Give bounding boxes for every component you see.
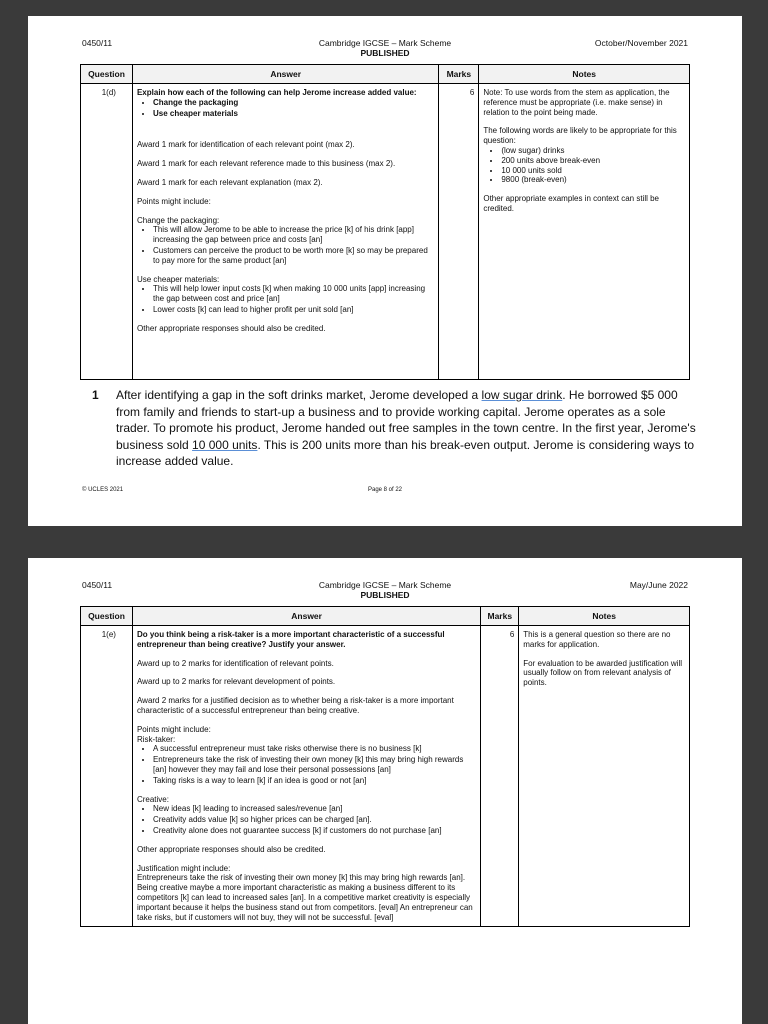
list-item: • Use cheaper materials — [153, 109, 434, 119]
list-item: • A successful entrepreneur must take risks otherwise there is no business [k] — [153, 744, 476, 754]
award-line: Award 1 mark for identification of each relevant point (max 2). — [136, 140, 355, 150]
award-line: Award up to 2 marks for identification of relevant points. — [136, 658, 334, 668]
table-row — [81, 84, 690, 380]
award-line: Award up to 2 marks for relevant development of points. — [136, 677, 336, 687]
page-header — [82, 580, 688, 604]
column-header-question: Question — [81, 65, 133, 84]
points-intro: Points might include: — [136, 724, 211, 734]
justification-text: Entrepreneurs take the risk of investing their own money [k] this may bring high rewards [an]. Being creative maybe a more important characteristic as making a business different to its competitors [k] can lead to increased sales [an]. In a competitive market creativity is especially important because it helps the business stand out from competitors. [eval] An entrepreneur can take risks, but if customers will not buy, they will not be successful. [eval] — [136, 873, 473, 922]
syllabus-code: 0450/11 — [82, 580, 113, 590]
list-item: • Change the packaging — [153, 98, 434, 108]
list-item: • 10 000 units sold — [501, 166, 685, 176]
section-title: Risk-taker: — [136, 734, 176, 744]
list-item: • Lower costs [k] can lead to higher profit per unit sold [an] — [153, 305, 434, 315]
mark-scheme-page-1 — [28, 16, 742, 526]
stem-text-part: . He borrowed $5 000 from family and friends to start-up a business and to provide working capital. Jerome operates as a sole trader. To promote his product, Jerome handed out free samples in the town centre. In the first year, Jerome's business sold — [116, 388, 696, 452]
section-points — [137, 804, 476, 835]
answer-cell — [132, 626, 480, 927]
page-header — [82, 38, 688, 62]
question-prompt: Explain how each of the following can help Jerome increase added value: — [136, 88, 417, 97]
notes-paragraph: Other appropriate examples in context can still be credited. — [483, 194, 659, 213]
answer-cell — [132, 84, 438, 380]
published-label: PUBLISHED — [360, 48, 410, 58]
exam-session: October/November 2021 — [594, 38, 688, 48]
list-item: • This will allow Jerome to be able to increase the price [k] of his drink [app] increasing the gap between price and costs [an] — [153, 225, 434, 245]
column-header-question: Question — [81, 607, 133, 626]
section-title: Creative: — [136, 794, 169, 804]
notes-paragraph: For evaluation to be awarded justification will usually follow on from relevant analysis of points. — [523, 658, 683, 688]
list-item: • Taking risks is a way to learn [k] if an idea is good or not [an] — [153, 776, 476, 786]
published-label: PUBLISHED — [360, 590, 410, 600]
copyright: © UCLES 2021 — [82, 487, 124, 493]
notes-cell — [519, 626, 690, 927]
question-number: 1(e) — [81, 626, 133, 927]
list-item: • Creativity adds value [k] so higher prices can be charged [an]. — [153, 815, 476, 825]
other-responses: Other appropriate responses should also be credited. — [136, 323, 326, 333]
question-prompt: Do you think being a risk-taker is a more important characteristic of a successful entrepreneur than being creative? Justify your answer. — [136, 630, 445, 649]
award-line: Award 1 mark for each relevant reference made to this business (max 2). — [136, 159, 396, 169]
list-item: • Customers can perceive the product to be worth more [k] so may be prepared to pay more for the same product [an] — [153, 246, 434, 266]
page-number: Page 8 of 22 — [367, 487, 403, 493]
column-header-answer: Answer — [132, 607, 480, 626]
column-header-answer: Answer — [132, 65, 438, 84]
header-title: Cambridge IGCSE – Mark Scheme PUBLISHED — [318, 580, 452, 600]
notes-cell — [479, 84, 690, 380]
marks-value: 6 — [481, 626, 519, 927]
header-title: Cambridge IGCSE – Mark Scheme PUBLISHED — [318, 38, 452, 58]
notes-paragraph: The following words are likely to be appropriate for this question: — [483, 126, 677, 146]
prompt-bullets — [137, 98, 434, 119]
column-header-notes: Notes — [519, 607, 690, 626]
other-responses: Other appropriate responses should also be credited. — [136, 844, 326, 854]
mark-scheme-table — [80, 606, 690, 927]
syllabus-code: 0450/11 — [82, 38, 113, 48]
list-item: • Entrepreneurs take the risk of investing their own money [k] this may bring high rewards [an] however they may fail and lose their personal possessions [an] — [153, 755, 476, 775]
mark-scheme-table — [80, 64, 690, 380]
award-line: Award 2 marks for a justified decision as to whether being a risk-taker is a more important characteristic of a successful entrepreneur than being creative. — [136, 696, 454, 715]
stem-text-part: After identifying a gap in the soft drinks market, Jerome developed a — [116, 388, 482, 402]
notes-list — [483, 146, 685, 185]
case-study-stem — [92, 387, 702, 470]
notes-paragraph: This is a general question so there are no marks for application. — [523, 630, 671, 649]
table-row — [81, 626, 690, 927]
award-line: Award 1 mark for each relevant explanation (max 2). — [136, 177, 323, 187]
justification-title: Justification might include: — [136, 863, 231, 873]
column-header-marks: Marks — [439, 65, 479, 84]
stem-text-part: . This is 200 units more than his break-even output. Jerome is considering ways to increase added value. — [116, 437, 695, 469]
section-points — [137, 225, 434, 265]
notes-paragraph: Note: To use words from the stem as application, the reference must be appropriate (i.e. make sense) in relation to the point being made. — [483, 88, 670, 117]
exam-session: May/June 2022 — [629, 580, 688, 590]
section-title: Use cheaper materials: — [136, 274, 220, 284]
stem-text — [116, 387, 702, 470]
column-header-notes: Notes — [479, 65, 690, 84]
section-points — [137, 284, 434, 314]
list-item: • 200 units above break-even — [501, 156, 685, 166]
mark-scheme-page-2 — [28, 558, 742, 1024]
section-title: Change the packaging: — [136, 215, 220, 225]
stem-highlight: 10 000 units — [192, 437, 258, 452]
stem-highlight: low sugar drink — [481, 388, 563, 402]
question-number: 1(d) — [81, 84, 133, 380]
marks-value: 6 — [439, 84, 479, 380]
award-line: Points might include: — [136, 196, 211, 206]
section-points — [137, 744, 476, 785]
list-item: • 9800 (break-even) — [501, 175, 685, 185]
list-item: • New ideas [k] leading to increased sales/revenue [an] — [153, 804, 476, 814]
stem-number: 1 — [92, 388, 99, 402]
list-item: • (low sugar) drinks — [501, 146, 685, 156]
column-header-marks: Marks — [481, 607, 519, 626]
list-item: • This will help lower input costs [k] when making 10 000 units [app] increasing the gap between cost and price [an] — [153, 284, 434, 304]
list-item: • Creativity alone does not guarantee success [k] if customers do not purchase [an] — [153, 826, 476, 836]
